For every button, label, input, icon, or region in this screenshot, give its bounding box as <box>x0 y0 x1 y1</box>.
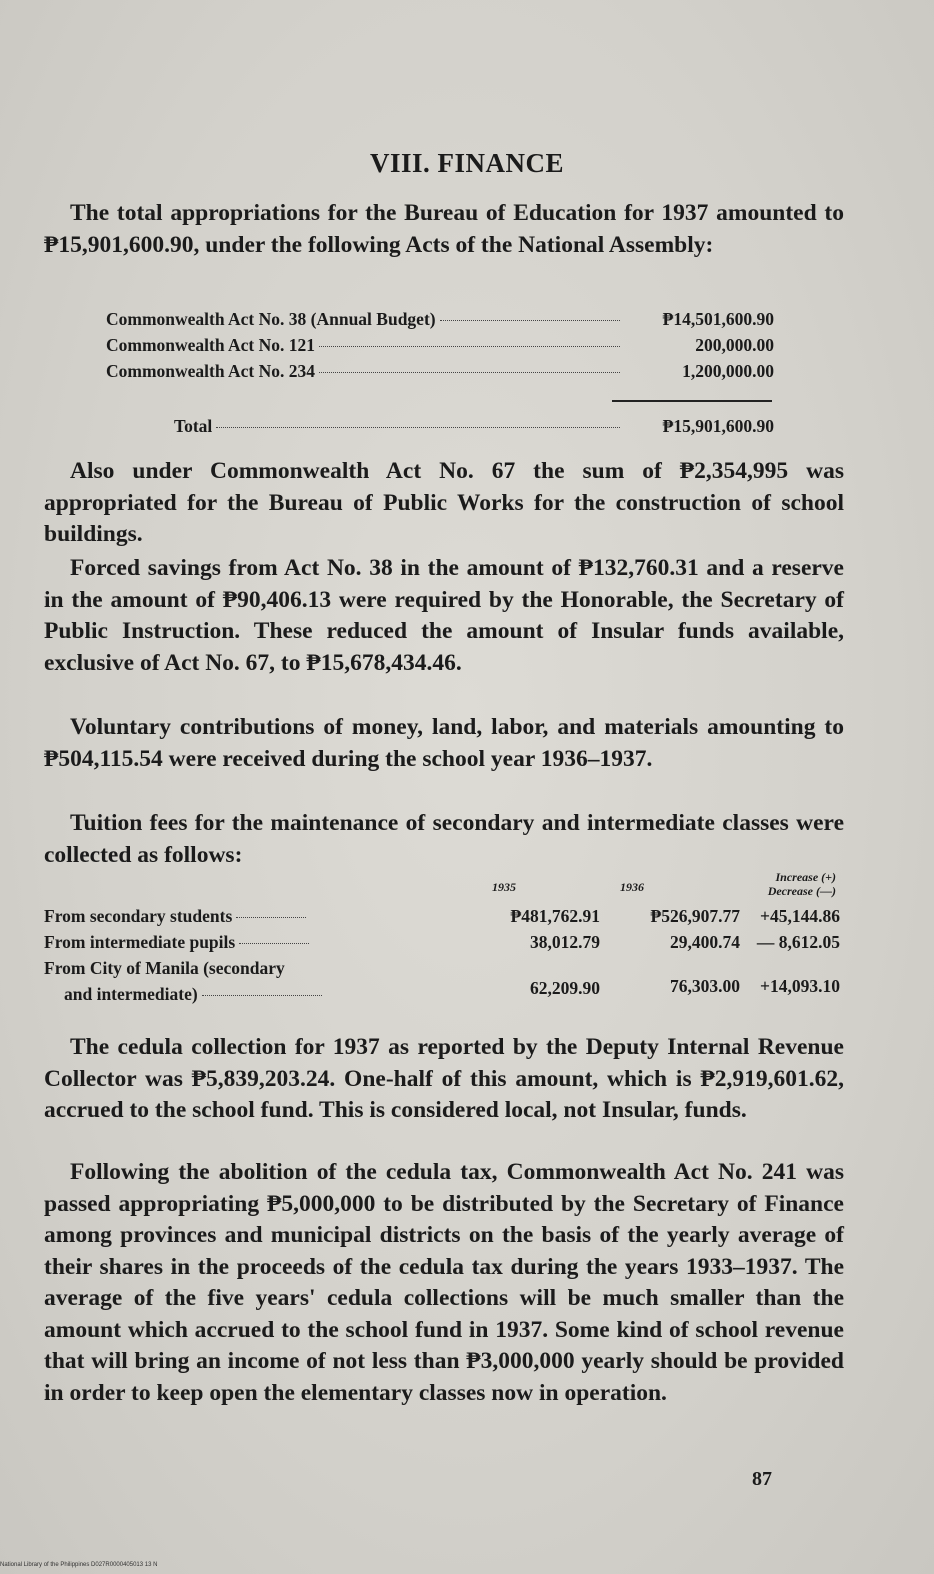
row-label-text: and intermediate) <box>64 984 198 1004</box>
row-label-line2 <box>64 984 322 1005</box>
paragraph-forced-savings: Forced savings from Act No. 38 in the amount of ₱132,760.31 and a reserve in the amount of ₱90,406.13 were required by the Honorable, the Secretary of Public Instruction. These reduced the amount of Insular funds available, exclusive of Act No. 67, to ₱15,678,434.46. <box>44 555 844 676</box>
cell-1935: ₱481,762.91 <box>510 906 600 926</box>
total-rule <box>612 400 772 402</box>
act-row <box>106 361 774 387</box>
total-label: Total <box>174 416 213 436</box>
cell-1936: 76,303.00 <box>670 976 740 996</box>
dot-leader <box>236 917 306 918</box>
paragraph-tuition-fees: Tuition fees for the maintenance of secondary and intermediate classes were collected as follows: <box>44 810 844 868</box>
act-label: Commonwealth Act No. 121 <box>106 335 316 355</box>
act-amount: ₱14,501,600.90 <box>662 309 774 329</box>
paragraph-voluntary-contributions: Voluntary contributions of money, land, labor, and materials amounting to ₱504,115.54 were received during the school year 1936–1937. <box>44 714 844 772</box>
act-amount: 1,200,000.00 <box>682 361 774 381</box>
tuition-table-header <box>44 870 844 906</box>
header-change <box>732 870 836 898</box>
dot-leader <box>319 372 620 373</box>
act-row <box>106 335 774 361</box>
page-number: 87 <box>752 1468 772 1490</box>
header-1936: 1936 <box>620 880 644 894</box>
section-heading: VIII. FINANCE <box>369 148 565 178</box>
acts-list <box>106 309 774 387</box>
dot-leader <box>202 995 322 996</box>
cell-1936: ₱526,907.77 <box>650 906 740 926</box>
header-1935: 1935 <box>492 880 516 894</box>
scan-footer: National Library of the Philippines D027R0000405013 13 N <box>0 1562 158 1568</box>
table-row <box>44 958 844 1010</box>
act-label: Commonwealth Act No. 38 (Annual Budget) <box>106 309 436 329</box>
paragraph-cedula-abolition: Following the abolition of the cedula tax, Commonwealth Act No. 241 was passed appropriating ₱5,000,000 to be distributed by the Secretary of Finance among provinces and municipal districts on the basis of the yearly average of their shares in the proceeds of the cedula tax during the years 1933–1937. The average of the five years' cedula collections will be much smaller than the amount which accrued to the school fund in 1937. Some kind of school revenue that will bring an income of not less than ₱3,000,000 yearly should be provided in order to keep open the elementary classes now in operation. <box>44 1159 844 1406</box>
dot-leader <box>239 943 309 944</box>
row-label-text: From secondary students <box>44 906 233 926</box>
paragraph-appropriations: The total appropriations for the Bureau of Education for 1937 amounted to ₱15,901,600.90, under the following Acts of the National Assembly: <box>44 200 844 258</box>
dot-leader <box>216 427 620 428</box>
table-row <box>44 932 844 958</box>
tuition-table <box>44 870 844 1010</box>
row-label-text: From intermediate pupils <box>44 932 236 952</box>
table-row <box>44 906 844 932</box>
cell-change: +45,144.86 <box>760 906 840 926</box>
total-row <box>174 416 774 437</box>
cell-change: — 8,612.05 <box>756 932 840 952</box>
act-label: Commonwealth Act No. 234 <box>106 361 316 381</box>
act-row <box>106 309 774 335</box>
act-amount: 200,000.00 <box>695 335 774 355</box>
cell-change: +14,093.10 <box>760 976 840 996</box>
header-decrease: Decrease (—) <box>767 884 836 898</box>
row-label-line1: From City of Manila (secondary <box>44 958 285 978</box>
dot-leader <box>319 346 620 347</box>
header-increase: Increase (+) <box>775 870 836 884</box>
total-amount: ₱15,901,600.90 <box>662 416 774 436</box>
cell-1935: 38,012.79 <box>530 932 600 952</box>
paragraph-cedula-collection: The cedula collection for 1937 as reported by the Deputy Internal Revenue Collector was ₱5,839,203.24. One-half of this amount, which is ₱2,919,601.62, accrued to the school fund. This is considered local, not Insular, funds. <box>44 1034 844 1123</box>
cell-1936: 29,400.74 <box>670 932 740 952</box>
row-label <box>44 932 309 953</box>
dot-leader <box>440 320 620 321</box>
cell-1935: 62,209.90 <box>530 978 600 998</box>
paragraph-public-works: Also under Commonwealth Act No. 67 the sum of ₱2,354,995 was appropriated for the Bureau of Public Works for the construction of school buildings. <box>44 458 844 547</box>
row-label <box>44 906 306 927</box>
